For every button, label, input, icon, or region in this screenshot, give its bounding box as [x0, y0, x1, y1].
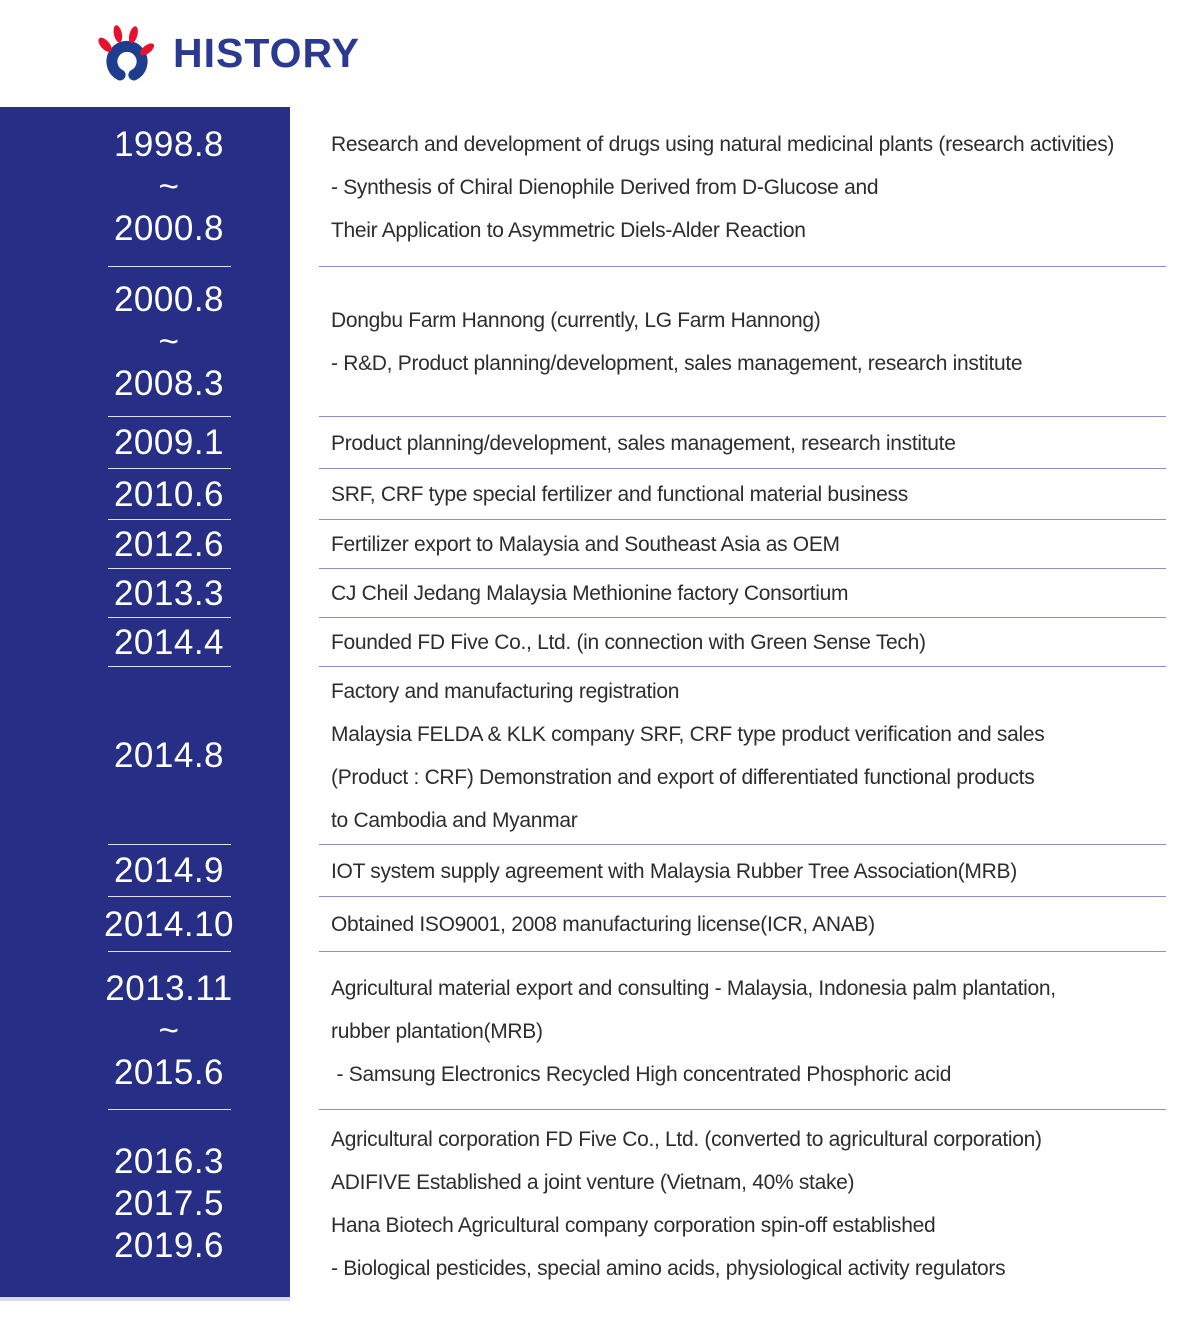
event-description-line: rubber plantation(MRB): [331, 1019, 543, 1043]
event-description-cell: [290, 569, 1200, 618]
event-description-line: Hana Biotech Agricultural company corporation spin-off established: [331, 1213, 936, 1237]
date-label: 2010.6: [113, 474, 225, 514]
timeline-row: [0, 667, 1200, 845]
date-label: 2015.6: [113, 1053, 225, 1092]
timeline-row: [0, 952, 1200, 1110]
event-description-line: SRF, CRF type special fertilizer and functional material business: [331, 483, 908, 506]
page-title: HISTORY: [173, 30, 360, 76]
date-range-tilde: ~: [158, 1011, 180, 1050]
history-timeline: [0, 107, 1200, 1297]
date-label: 2000.8: [113, 280, 225, 319]
timeline-row: [0, 1110, 1200, 1297]
event-description-line: Malaysia FELDA & KLK company SRF, CRF type product verification and sales: [331, 723, 1045, 746]
event-description-cell: [290, 952, 1200, 1110]
event-description-line: Obtained ISO9001, 2008 manufacturing license(ICR, ANAB): [331, 913, 875, 936]
date-label: 2017.5: [113, 1183, 225, 1223]
date-label: 2012.6: [113, 524, 225, 564]
page-header: [95, 24, 360, 82]
date-cell: [0, 897, 290, 952]
date-range-tilde: ~: [158, 322, 180, 361]
date-cell: [0, 667, 290, 845]
event-description-line: Founded FD Five Co., Ltd. (in connection with Green Sense Tech): [331, 631, 926, 654]
timeline-row: [0, 520, 1200, 569]
event-description-line: CJ Cheil Jedang Malaysia Methionine factory Consortium: [331, 582, 849, 605]
event-description-line: Fertilizer export to Malaysia and Southeast Asia as OEM: [331, 533, 840, 556]
timeline-row: [0, 897, 1200, 952]
timeline-row: [0, 417, 1200, 469]
flower-sprout-icon: [95, 24, 159, 82]
date-cell: [0, 952, 290, 1110]
event-description-line: Agricultural corporation FD Five Co., Ltd. (converted to agricultural corporation): [331, 1127, 1042, 1151]
date-label: 2008.3: [113, 364, 225, 403]
event-description-line: Research and development of drugs using natural medicinal plants (research activities): [331, 132, 1115, 156]
event-description-cell: [290, 897, 1200, 952]
date-cell: [0, 267, 290, 417]
date-cell: [0, 1110, 290, 1297]
event-description-line: ADIFIVE Established a joint venture (Vietnam, 40% stake): [331, 1170, 855, 1194]
date-label: 2014.9: [113, 851, 225, 890]
date-cell: [0, 107, 290, 267]
event-description-line: Factory and manufacturing registration: [331, 680, 680, 703]
timeline-row: [0, 618, 1200, 667]
date-range-tilde: ~: [158, 167, 180, 206]
event-description-cell: [290, 417, 1200, 469]
event-description-line: Their Application to Asymmetric Diels-Alder Reaction: [331, 218, 806, 242]
timeline-row: [0, 845, 1200, 897]
date-label: 1998.8: [113, 125, 225, 164]
event-description-line: - Biological pesticides, special amino acids, physiological activity regulators: [331, 1256, 1006, 1280]
timeline-row: [0, 107, 1200, 267]
date-label: 2000.8: [113, 209, 225, 248]
sidebar-bottom-edge: [0, 1297, 290, 1301]
date-label: 2013.11: [105, 969, 233, 1008]
event-description-line: (Product : CRF) Demonstration and export of differentiated functional products: [331, 766, 1035, 789]
date-cell: [0, 618, 290, 667]
date-label: 2016.3: [113, 1141, 225, 1181]
event-description-line: - Synthesis of Chiral Dienophile Derived from D-Glucose and: [331, 175, 879, 199]
event-description-cell: [290, 107, 1200, 267]
date-cell: [0, 569, 290, 618]
event-description-line: Product planning/development, sales management, research institute: [331, 431, 956, 455]
date-cell: [0, 417, 290, 469]
event-description-cell: [290, 1110, 1200, 1297]
date-cell: [0, 845, 290, 897]
event-description-line: - Samsung Electronics Recycled High concentrated Phosphoric acid: [331, 1062, 952, 1086]
event-description-cell: [290, 469, 1200, 520]
event-description-line: to Cambodia and Myanmar: [331, 809, 578, 832]
date-label: 2014.8: [113, 736, 225, 775]
event-description-line: Agricultural material export and consulting - Malaysia, Indonesia palm plantation,: [331, 976, 1056, 1000]
event-description-cell: [290, 845, 1200, 897]
event-description-line: Dongbu Farm Hannong (currently, LG Farm Hannong): [331, 309, 821, 332]
event-description-cell: [290, 618, 1200, 667]
timeline-row: [0, 569, 1200, 618]
event-description-cell: [290, 667, 1200, 845]
timeline-row: [0, 469, 1200, 520]
date-cell: [0, 469, 290, 520]
date-label: 2014.10: [103, 904, 235, 944]
date-label: 2009.1: [113, 423, 225, 462]
event-description-line: - R&D, Product planning/development, sales management, research institute: [331, 352, 1023, 375]
date-label: 2013.3: [113, 573, 225, 613]
date-label: 2014.4: [113, 622, 225, 662]
date-cell: [0, 520, 290, 569]
date-label: 2019.6: [113, 1225, 225, 1265]
event-description-cell: [290, 267, 1200, 417]
timeline-row: [0, 267, 1200, 417]
event-description-line: IOT system supply agreement with Malaysia Rubber Tree Association(MRB): [331, 859, 1017, 883]
event-description-cell: [290, 520, 1200, 569]
